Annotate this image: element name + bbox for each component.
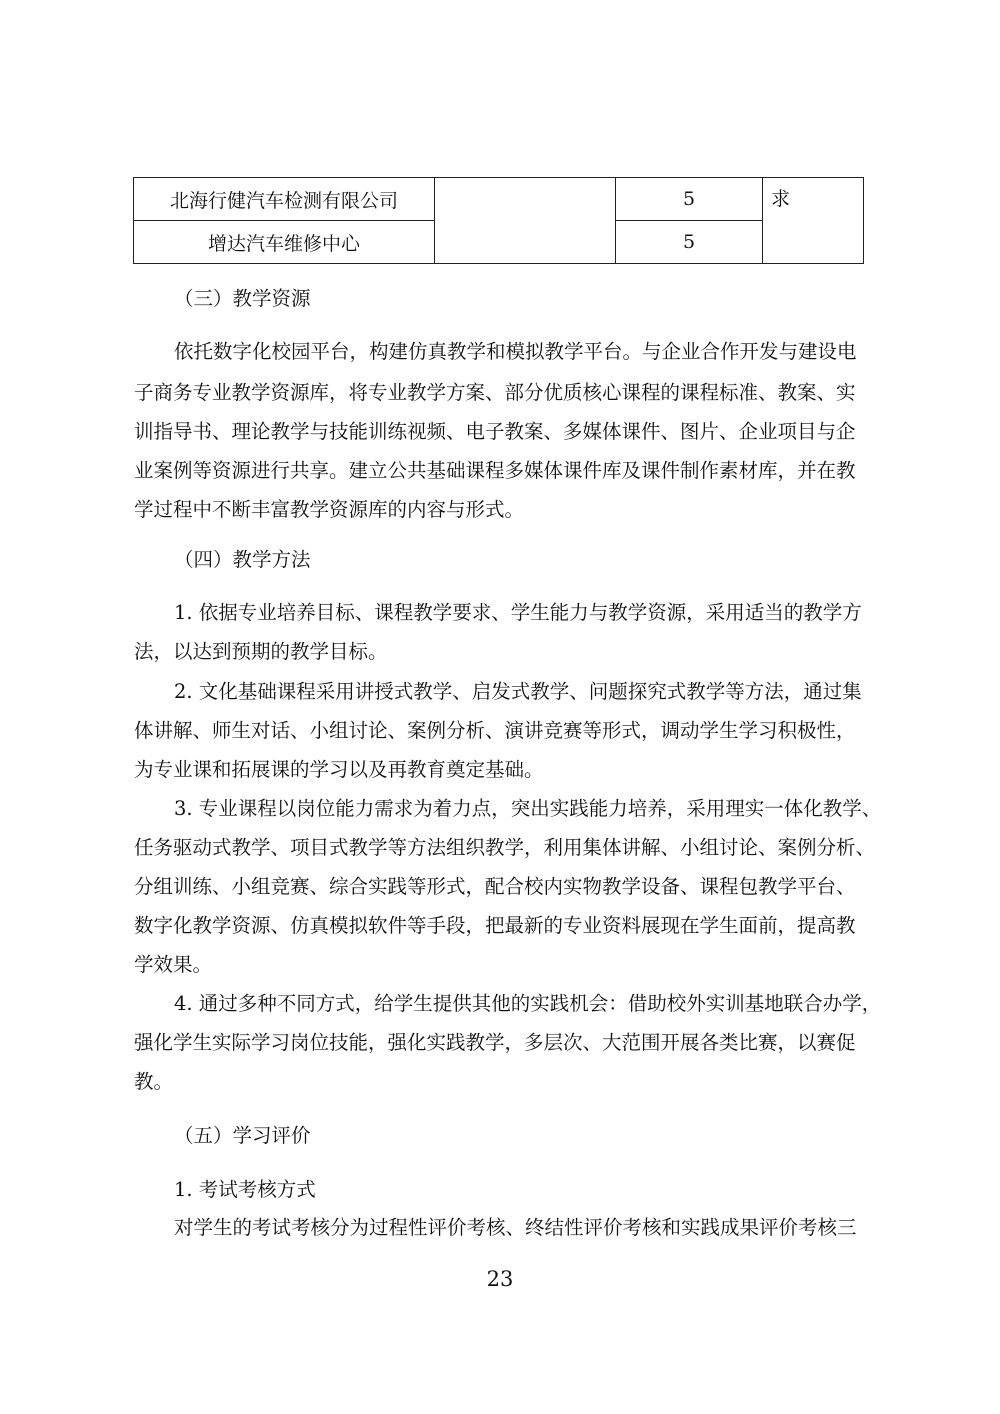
enterprise-table — [133, 177, 864, 264]
paragraph-line: 法，以达到预期的教学目标。 — [134, 640, 388, 663]
paragraph-line: 子商务专业教学资源库，将专业教学方案、部分优质核心课程的课程标准、教案、实 — [134, 381, 856, 404]
company-name: 增达汽车维修中心 — [134, 221, 435, 264]
empty-cell — [435, 178, 616, 264]
company-name: 北海行健汽车检测有限公司 — [134, 178, 435, 221]
paragraph-line: 教。 — [134, 1070, 174, 1093]
paragraph-line: 2. 文化基础课程采用讲授式教学、启发式教学、问题探究式教学等方法，通过集 — [174, 680, 862, 703]
paragraph-line: 为专业课和拓展课的学习以及再教育奠定基础。 — [134, 758, 544, 781]
subsection-heading: 1. 考试考核方式 — [174, 1178, 316, 1201]
section-heading: （五）学习评价 — [174, 1124, 311, 1147]
paragraph-line: 对学生的考试考核分为过程性评价考核、终结性评价考核和实践成果评价考核三 — [174, 1216, 857, 1239]
paragraph-line: 业案例等资源进行共享。建立公共基础课程多媒体课件库及课件制作素材库，并在教 — [134, 459, 856, 482]
table-row — [134, 178, 864, 221]
paragraph-line: 学效果。 — [134, 953, 213, 976]
company-count: 5 — [616, 221, 763, 264]
paragraph-line: 3. 专业课程以岗位能力需求为着力点，突出实践能力培养，采用理实一体化教学、 — [174, 797, 882, 820]
note-cell: 求 — [763, 178, 864, 264]
paragraph-line: 依托数字化校园平台，构建仿真教学和模拟教学平台。与企业合作开发与建设电 — [174, 340, 857, 363]
paragraph-line: 数字化教学资源、仿真模拟软件等手段，把最新的专业资料展现在学生面前，提高教 — [134, 914, 856, 937]
paragraph-line: 训指导书、理论教学与技能训练视频、电子教案、多媒体课件、图片、企业项目与企 — [134, 420, 856, 443]
paragraph-line: 学过程中不断丰富教学资源库的内容与形式。 — [134, 498, 525, 521]
paragraph-line: 1. 依据专业培养目标、课程教学要求、学生能力与教学资源，采用适当的教学方 — [174, 601, 862, 624]
paragraph-line: 分组训练、小组竞赛、综合实践等形式，配合校内实物教学设备、课程包教学平台、 — [134, 875, 856, 898]
company-count: 5 — [616, 178, 763, 221]
section-heading: （四）教学方法 — [174, 548, 311, 571]
paragraph-line: 4. 通过多种不同方式，给学生提供其他的实践机会：借助校外实训基地联合办学， — [174, 992, 882, 1015]
paragraph-line: 强化学生实际学习岗位技能，强化实践教学，多层次、大范围开展各类比赛，以赛促 — [134, 1031, 856, 1054]
paragraph-line: 体讲解、师生对话、小组讨论、案例分析、演讲竞赛等形式，调动学生学习积极性， — [134, 719, 856, 742]
paragraph-line: 任务驱动式教学、项目式教学等方法组织教学，利用集体讲解、小组讨论、案例分析、 — [134, 836, 876, 859]
page-number: 23 — [486, 1267, 514, 1291]
section-heading: （三）教学资源 — [174, 287, 311, 310]
